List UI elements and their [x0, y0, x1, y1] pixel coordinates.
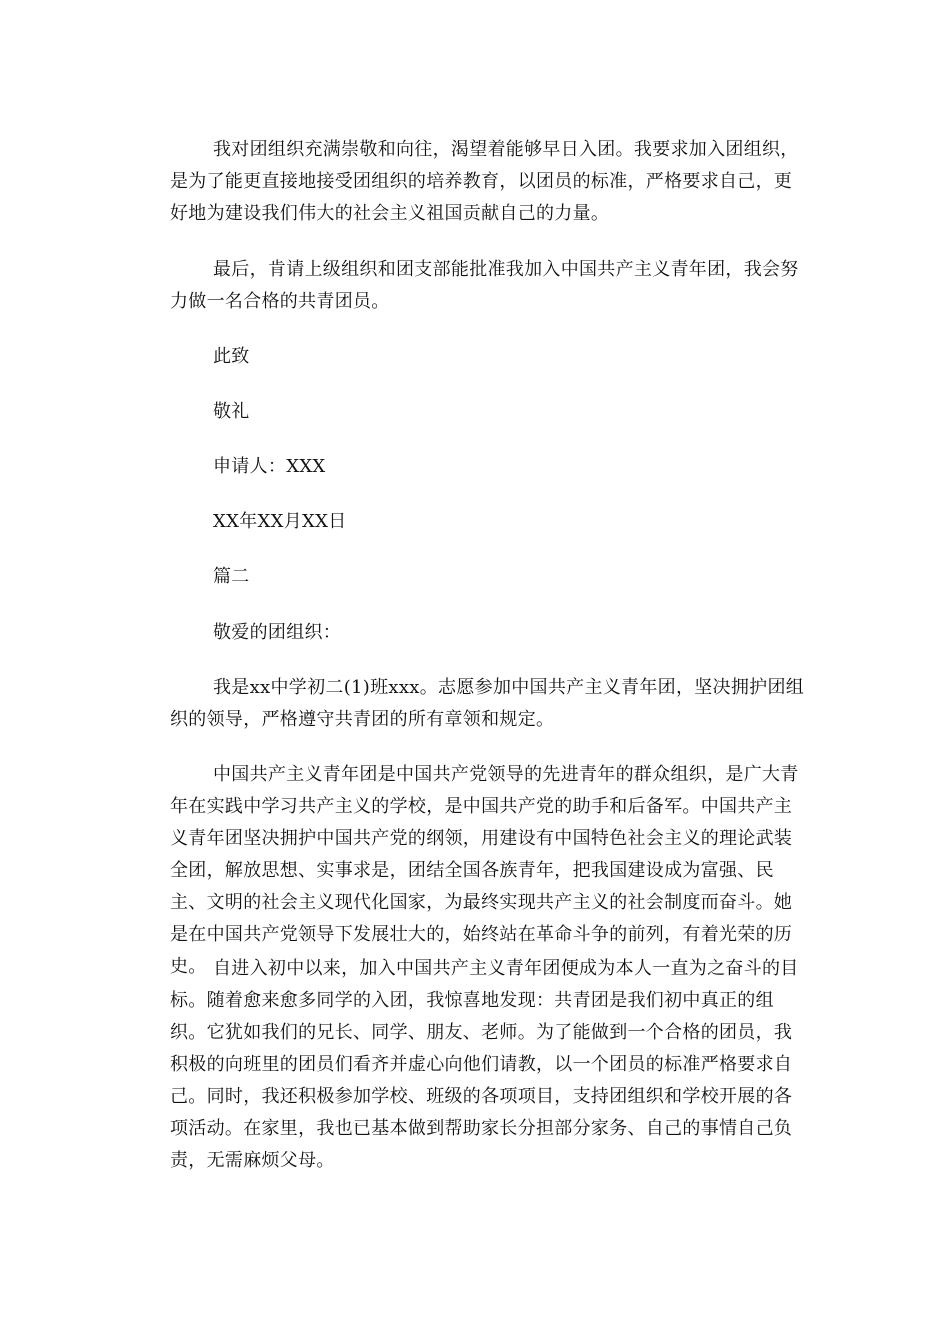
paragraph-1: 我对团组织充满崇敬和向往，渴望着能够早日入团。我要求加入团组织，是为了能更直接地接受团组织的培养教育，以团员的标准，严格要求自己，更好地为建设我们伟大的社会主义祖国贡献自己的力量。 [170, 139, 799, 224]
closing-line-2: 敬礼 [213, 401, 250, 422]
closing-line-1: 此致 [213, 346, 250, 367]
date-line: XX年XX月XX日 [213, 511, 347, 532]
paragraph-5: 自进入初中以来，加入中国共产主义青年团便成为本人一直为之奋斗的目标。随着愈来愈多同学的入团，我惊喜地发现：共青团是我们初中真正的组织。它犹如我们的兄长、同学、朋友、老师。为了能做到一个合格的团员，我积极的向班里的团员们看齐并虚心向他们请教，以一个团员的标准严格要求自己。同时，我还积极参加学校、班级的各项项目，支持团组织和学校开展的各项活动。在家里，我也已基本做到帮助家长分担部分家务、自己的事情自己负责，无需麻烦父母。 [170, 958, 799, 1171]
section-title: 篇二 [213, 566, 250, 587]
paragraph-3: 我是xx中学初二(1)班xxx。志愿参加中国共产主义青年团，坚决拥护团组织的领导，严格遵守共青团的所有章领和规定。 [170, 677, 805, 730]
salutation: 敬爱的团组织： [213, 622, 342, 643]
paragraph-4: 中国共产主义青年团是中国共产党领导的先进青年的群众组织，是广大青年在实践中学习共产主义的学校，是中国共产党的助手和后备军。中国共产主义青年团坚决拥护中国共产党的纲领，用建设有中国特色社会主义的理论武装全团，解放思想、实事求是，团结全国各族青年，把我国建设成为富强、民主、文明的社会主义现代化国家，为最终实现共产主义的社会制度而奋斗。她是在中国共产党领导下发展壮大的，始终站在革命斗争的前列，有着光荣的历史。 [170, 764, 799, 977]
paragraph-2: 最后，肯请上级组织和团支部能批准我加入中国共产主义青年团，我会努力做一名合格的共青团员。 [170, 259, 799, 312]
applicant-line: 申请人：XXX [213, 456, 326, 477]
